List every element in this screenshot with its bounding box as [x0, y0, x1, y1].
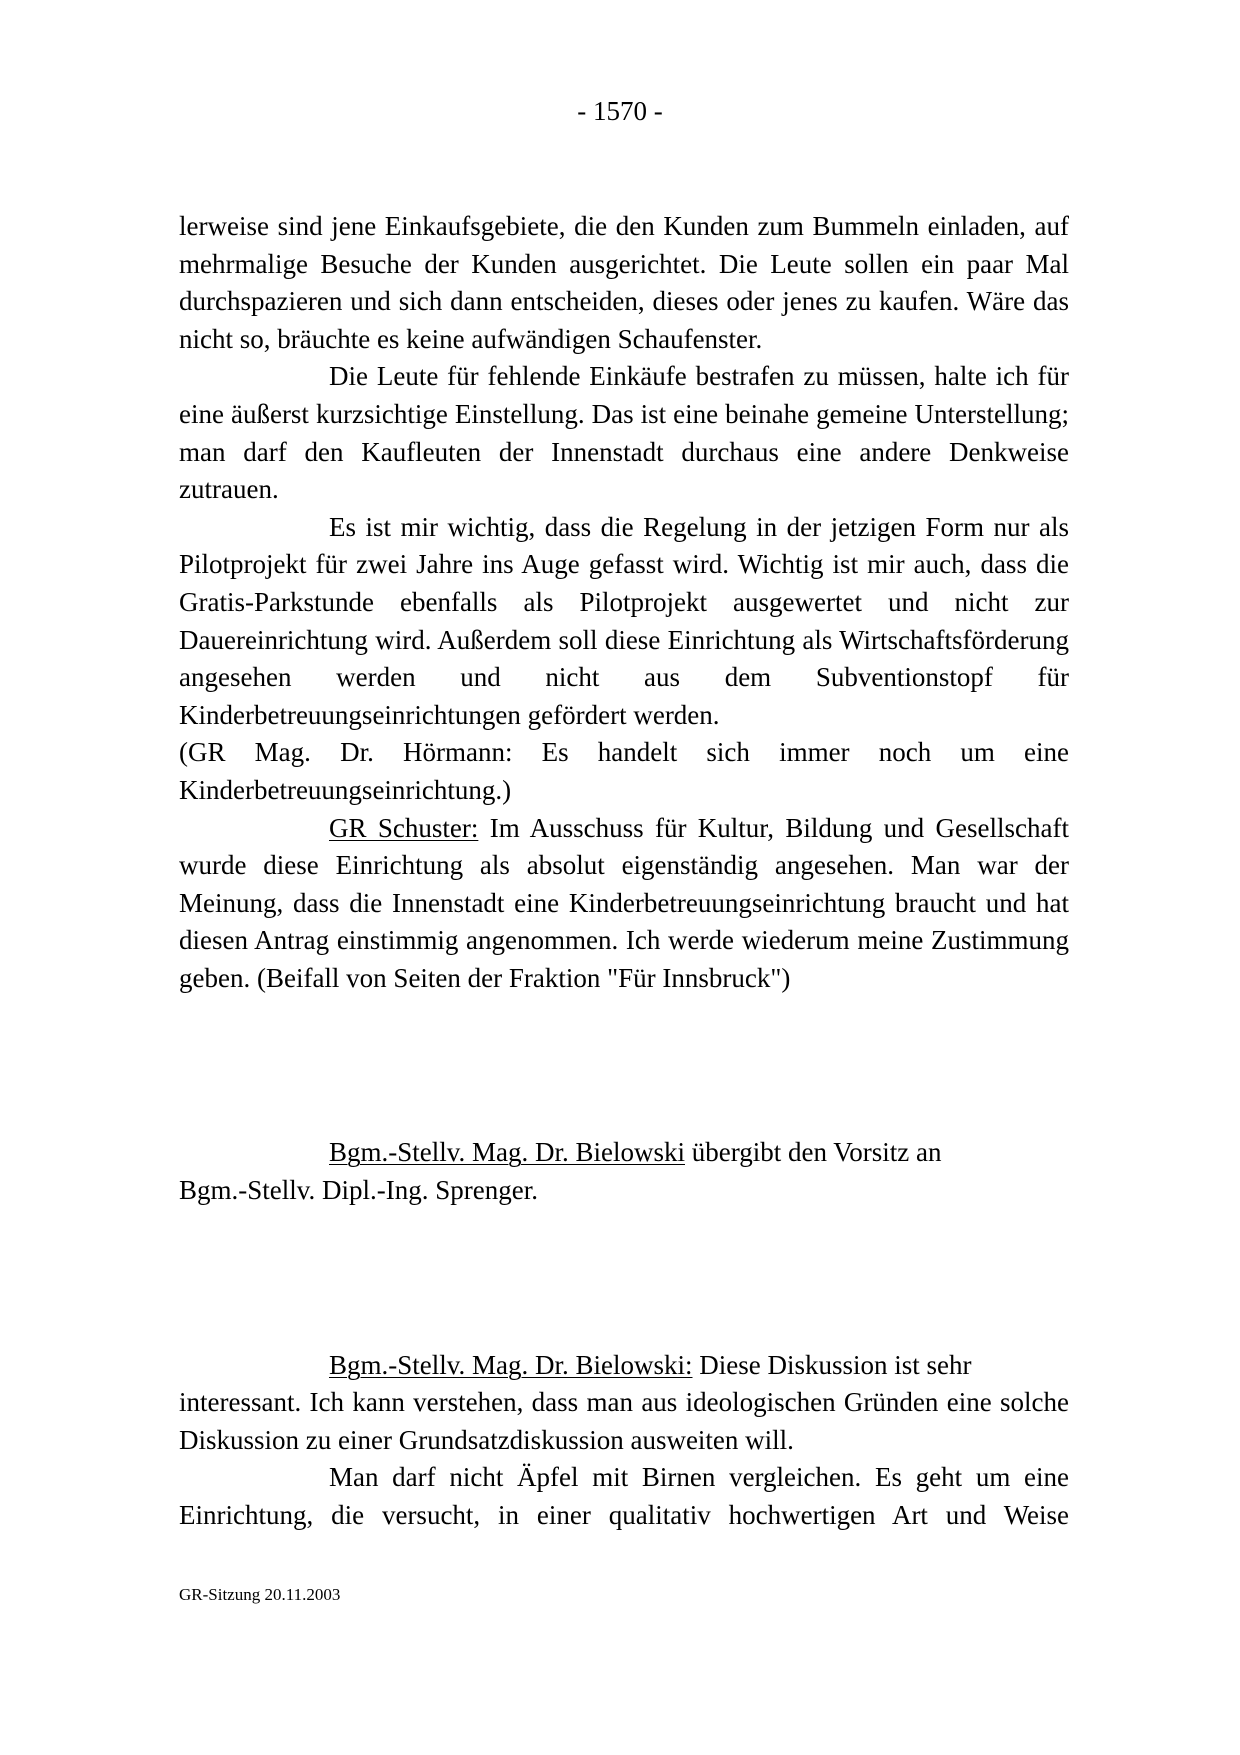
- chair-handover-line-2: Bgm.-Stellv. Dipl.-Ing. Sprenger.: [179, 1175, 538, 1206]
- speech-bielowski-continued: interessant. Ich kann verstehen, dass man aus ideologischen Gründen eine solche Diskussion zu einer Grundsatzdiskussion ausweiten will.: [179, 1387, 1069, 1455]
- speech-text-bielowski-start: Diese Diskussion ist sehr: [692, 1349, 972, 1380]
- section-spacer: [179, 1210, 1069, 1347]
- page-number: - 1570 -: [577, 96, 663, 126]
- paragraph-pilot-project: Es ist mir wichtig, dass die Regelung in der jetzigen Form nur als Pilotprojekt für zwei Jahre ins Auge gefasst wird. Wichtig ist mir auch, dass die Gratis-Parkstunde ebenfalls als Pilotprojekt ausgewertet und nicht zur Dauereinrichtung wird. Außerdem soll diese Einrichtung als Wirtschaftsförderung angesehen werden und nicht aus dem Subventionstopf für Kinderbetreuungseinrichtungen gefördert werden.: [179, 511, 1069, 730]
- handover-text: übergibt den Vorsitz an: [685, 1137, 942, 1168]
- speaker-name-bielowski: Bgm.-Stellv. Mag. Dr. Bielowski:: [329, 1349, 693, 1380]
- paragraph-shopping-areas: lerweise sind jene Einkaufsgebiete, die den Kunden zum Bummeln einladen, auf mehrmalige Besuche der Kunden ausgerichtet. Die Leute sollen ein paar Mal durchspazieren und sich dann entscheiden, dieses oder jenes zu kaufen. Wäre das nicht so, bräuchte es keine aufwändigen Schaufenster.: [179, 211, 1069, 354]
- interjection-hoermann: (GR Mag. Dr. Hörmann: Es handelt sich immer noch um eine Kinderbetreuungseinrichtung.): [179, 737, 1069, 805]
- speech-bielowski-line-1: [179, 1347, 1069, 1385]
- section-spacer: [179, 997, 1069, 1134]
- footer-session-date: GR-Sitzung 20.11.2003: [179, 1585, 341, 1604]
- paragraph-punishment: Die Leute für fehlende Einkäufe bestrafen zu müssen, halte ich für eine äußerst kurzsichtige Einstellung. Das ist eine beinahe gemeine Unterstellung; man darf den Kaufleuten der Innenstadt durchaus eine andere Denkweise zutrauen.: [179, 361, 1069, 505]
- paragraph-apples-pears: Man darf nicht Äpfel mit Birnen vergleichen. Es geht um eine Einrichtung, die versucht, in einer qualitativ hochwertigen Art und Weise: [179, 1462, 1069, 1531]
- speaker-name-bielowski-handover: Bgm.-Stellv. Mag. Dr. Bielowski: [329, 1137, 685, 1168]
- speech-text-schuster: Im Ausschuss für Kultur, Bildung und Gesellschaft wurde diese Einrichtung als absolut eigenständig angesehen. Man war der Meinung, dass die Innenstadt eine Kinderbetreuungseinrichtung braucht und hat diesen Antrag einstimmig angenommen. Ich werde wiederum meine Zustimmung geben. (Beifall von Seiten der Fraktion "Für Innsbruck"): [179, 812, 1069, 993]
- chair-handover-line-1: [179, 1134, 1069, 1172]
- document-body: [179, 208, 1069, 1535]
- speaker-name-schuster: GR Schuster:: [329, 812, 479, 843]
- speech-schuster: [179, 810, 1069, 998]
